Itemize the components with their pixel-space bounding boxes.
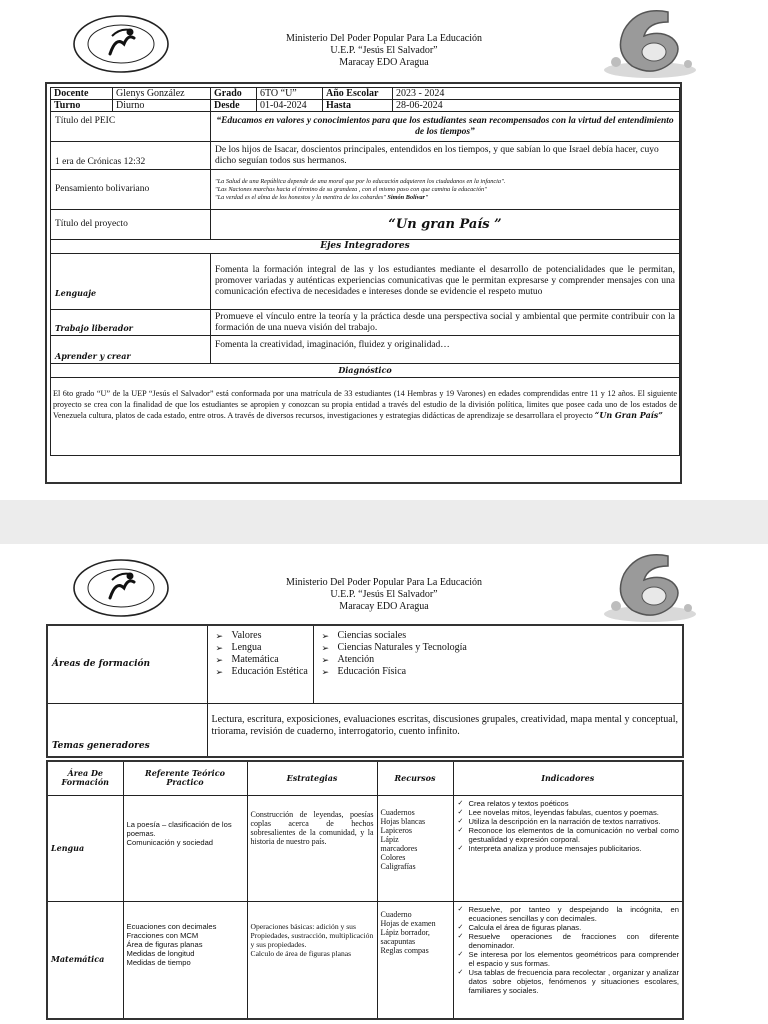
plan-estrategias: Operaciones básicas: adición y sus Propiedades, sustracción, multiplicación y sus propiedades. Calculo de área de figuras planas <box>247 901 377 1019</box>
eje-text: Fomenta la creatividad, imaginación, fluidez y originalidad… <box>211 336 680 364</box>
cronicas-label: 1 era de Crónicas 12:32 <box>51 142 211 170</box>
indicator-item: ✓ Lee novelas mitos, leyendas fabulas, cuentos y poemas. <box>457 808 680 817</box>
eje-name: Aprender y crear <box>51 336 211 364</box>
temas-value: Lectura, escritura, exposiciones, evaluaciones escritas, discusiones grupales, creatividad, mapa mental y conceptual, triorama, revisión de cuaderno, interrogatorio, cuento infinito. <box>207 703 683 757</box>
ministry-line-3: Maracay EDO Aragua <box>339 601 429 612</box>
ejes-title: Ejes Integradores <box>51 240 680 254</box>
page-1 <box>0 0 768 500</box>
ministry-line-2: U.E.P. “Jesús El Salvador” <box>330 45 438 56</box>
area-item: ➢ Atención <box>318 654 679 666</box>
peic-value: “Educamos en valores y conocimientos para que los estudiantes sean recompensados con la virtud del entendimiento de los tiempos” <box>211 112 680 142</box>
number-six-logo <box>598 548 702 624</box>
diagnostico-body: El 6to grado “U” de la UEP “Jesús el Salvador” está conformada por una matrícula de 33 estudiantes (14 Hembras y 19 Varones) en edades comprendidas entre 11 y 12 años. El siguiente proyecto se crea con la finalidad de que los estudiantes se apropien y conozcan su propia entidad a través del estudio de la división política, limites que posee cada uno de los estados de Venezuela cultura, platos de cada estado, entre otros. A través de diversos recursos, investigaciones y estrategias didácticas de aprendizaje se desarrollara el proyecto <box>53 389 677 420</box>
plan-table <box>46 760 684 1020</box>
areas-label: Áreas de formación <box>47 625 207 703</box>
plan-indicadores <box>453 901 683 1019</box>
areas-col-1 <box>207 625 313 703</box>
planning-table <box>50 87 680 456</box>
ministry-line-1: Ministerio Del Poder Popular Para La Educación <box>285 33 483 44</box>
docente-value: Glenys González <box>113 88 211 100</box>
ministry-line-1: Ministerio Del Poder Popular Para La Educación <box>285 577 483 588</box>
ministry-line-3: Maracay EDO Aragua <box>339 57 429 68</box>
turno-value: Diurno <box>113 100 211 112</box>
area-item: ➢ Ciencias sociales <box>318 630 679 642</box>
page-separator <box>0 500 768 544</box>
diagnostico-text <box>51 378 680 456</box>
indicator-item: ✓ Resuelve operaciones de fracciones con diferente denominador. <box>457 932 680 950</box>
quote-1: "La Salud de una República depende de una moral que por lo educación adquieren los ciudadanos en la infancia". <box>215 177 506 185</box>
indicator-item: ✓ Se interesa por los elementos geométricos para comprender el espacio y sus formas. <box>457 950 680 968</box>
diagnostico-project: “Un Gran País” <box>594 410 663 420</box>
bolivariano-row <box>51 170 680 210</box>
area-item: ➢ Valores <box>212 630 309 642</box>
anio-label: Año Escolar <box>323 88 393 100</box>
proyecto-label: Título del proyecto <box>51 210 211 240</box>
eje-row <box>51 310 680 336</box>
peic-label: Título del PEIC <box>51 112 211 142</box>
quote-2: "Las Naciones marchas hacia el término de su grandeza , con el mismo paso con que camina la educación" <box>215 185 487 193</box>
page-header <box>0 0 768 80</box>
area-item: ➢ Ciencias Naturales y Tecnología <box>318 642 679 654</box>
plan-header-area: Área De Formación <box>47 761 123 795</box>
plan-header-indicadores: Indicadores <box>453 761 683 795</box>
temas-label: Temas generadores <box>47 703 207 757</box>
eje-name: Trabajo liberador <box>51 310 211 336</box>
eje-row <box>51 254 680 310</box>
plan-recursos: Cuaderno Hojas de examen Lápiz borrador, sacapuntas Reglas compas <box>377 901 453 1019</box>
hasta-value: 28-06-2024 <box>393 100 680 112</box>
area-item: ➢ Matemática <box>212 654 309 666</box>
ejes-title-row <box>51 240 680 254</box>
plan-area: Matemática <box>47 901 123 1019</box>
quote-3-text: "La verdad es el alma de los honestos y la mentira de los cobardes" <box>215 193 386 201</box>
info-row-1 <box>51 88 680 100</box>
school-seal-logo <box>72 558 170 618</box>
indicator-item: ✓ Reconoce los elementos de la comunicación no verbal como gestualidad y expresión corporal. <box>457 826 680 844</box>
plan-header-recursos: Recursos <box>377 761 453 795</box>
plan-referente: Ecuaciones con decimales Fracciones con MCM Área de figuras planas Medidas de longitud Medidas de tiempo <box>123 901 247 1019</box>
proyecto-row <box>51 210 680 240</box>
eje-text: Fomenta la formación integral de las y los estudiantes mediante el desarrollo de potencialidades que le permitan, promover variadas y auténticas experiencias comunicativas que le permitan expresarse y comprender mensajes con una comunicación efectiva de necesidades e intereses donde se evidencie el respeto mutuo <box>211 254 680 310</box>
eje-name: Lenguaje <box>51 254 211 310</box>
plan-indicadores <box>453 795 683 901</box>
diagnostico-row <box>51 378 680 456</box>
indicator-item: ✓ Calcula el área de figuras planas. <box>457 923 680 932</box>
indicator-item: ✓ Resuelve, por tanteo y despejando la incógnita, en ecuaciones sencillas y con decimales. <box>457 905 680 923</box>
bolivariano-label: Pensamiento bolivariano <box>51 170 211 210</box>
indicator-item: ✓ Crea relatos y textos poéticos <box>457 799 680 808</box>
plan-row <box>47 795 683 901</box>
areas-row <box>47 625 683 703</box>
ministry-heading <box>250 577 518 613</box>
cronicas-value: De los hijos de Isacar, doscientos principales, entendidos en los tiempos, y que sabían lo que Israel debía hacer, cuyo dicho seguían todos sus hermanos. <box>211 142 680 170</box>
indicator-item: ✓ Usa tablas de frecuencia para recolectar , organizar y analizar datos sobre objetos, fenómenos y situaciones escolares, familiares y sociales. <box>457 968 680 995</box>
anio-value: 2023 - 2024 <box>393 88 680 100</box>
quote-author: Simón Bolívar" <box>387 193 429 201</box>
plan-row <box>47 901 683 1019</box>
areas-table <box>46 624 684 758</box>
indicator-item: ✓ Interpreta analiza y produce mensajes publicitarios. <box>457 844 680 853</box>
plan-referente: La poesía – clasificación de los poemas. Comunicación y sociedad <box>123 795 247 901</box>
plan-estrategias: Construcción de leyendas, poesías coplas acerca de hechos sobresalientes de la comunidad, y la historia de nuestro país. <box>247 795 377 901</box>
turno-label: Turno <box>51 100 113 112</box>
ministry-line-2: U.E.P. “Jesús El Salvador” <box>330 589 438 600</box>
area-item: ➢ Educación Física <box>318 666 679 678</box>
grado-label: Grado <box>211 88 257 100</box>
temas-row <box>47 703 683 757</box>
plan-header-referente: Referente Teórico Practico <box>123 761 247 795</box>
info-row-2 <box>51 100 680 112</box>
plan-area: Lengua <box>47 795 123 901</box>
planning-table-frame <box>45 82 682 484</box>
desde-label: Desde <box>211 100 257 112</box>
areas-col-2 <box>313 625 683 703</box>
plan-header-estrategias: Estrategias <box>247 761 377 795</box>
diagnostico-title-row <box>51 364 680 378</box>
indicator-item: ✓ Utiliza la descripción en la narración de textos narrativos. <box>457 817 680 826</box>
hasta-label: Hasta <box>323 100 393 112</box>
eje-text: Promueve el vínculo entre la teoría y la práctica desde una perspectiva social y ambiental que permite contribuir con la formación de una nueva visión del trabajo. <box>211 310 680 336</box>
area-item: ➢ Lengua <box>212 642 309 654</box>
page-2 <box>0 544 768 1024</box>
number-six-logo <box>598 4 702 80</box>
plan-header-row <box>47 761 683 795</box>
eje-row <box>51 336 680 364</box>
cronicas-row <box>51 142 680 170</box>
peic-row <box>51 112 680 142</box>
grado-value: 6TO “U” <box>257 88 323 100</box>
plan-recursos: Cuadernos Hojas blancas Lapiceros Lápiz marcadores Colores Caligrafías <box>377 795 453 901</box>
proyecto-value: “Un gran País ” <box>211 210 680 240</box>
docente-label: Docente <box>51 88 113 100</box>
area-item: ➢ Educación Estética <box>212 666 309 678</box>
quote-3 <box>215 194 675 202</box>
ministry-heading <box>250 33 518 69</box>
bolivariano-quotes <box>211 170 680 210</box>
school-seal-logo <box>72 14 170 74</box>
diagnostico-title: Diagnóstico <box>51 364 680 378</box>
page-header <box>0 544 768 624</box>
desde-value: 01-04-2024 <box>257 100 323 112</box>
